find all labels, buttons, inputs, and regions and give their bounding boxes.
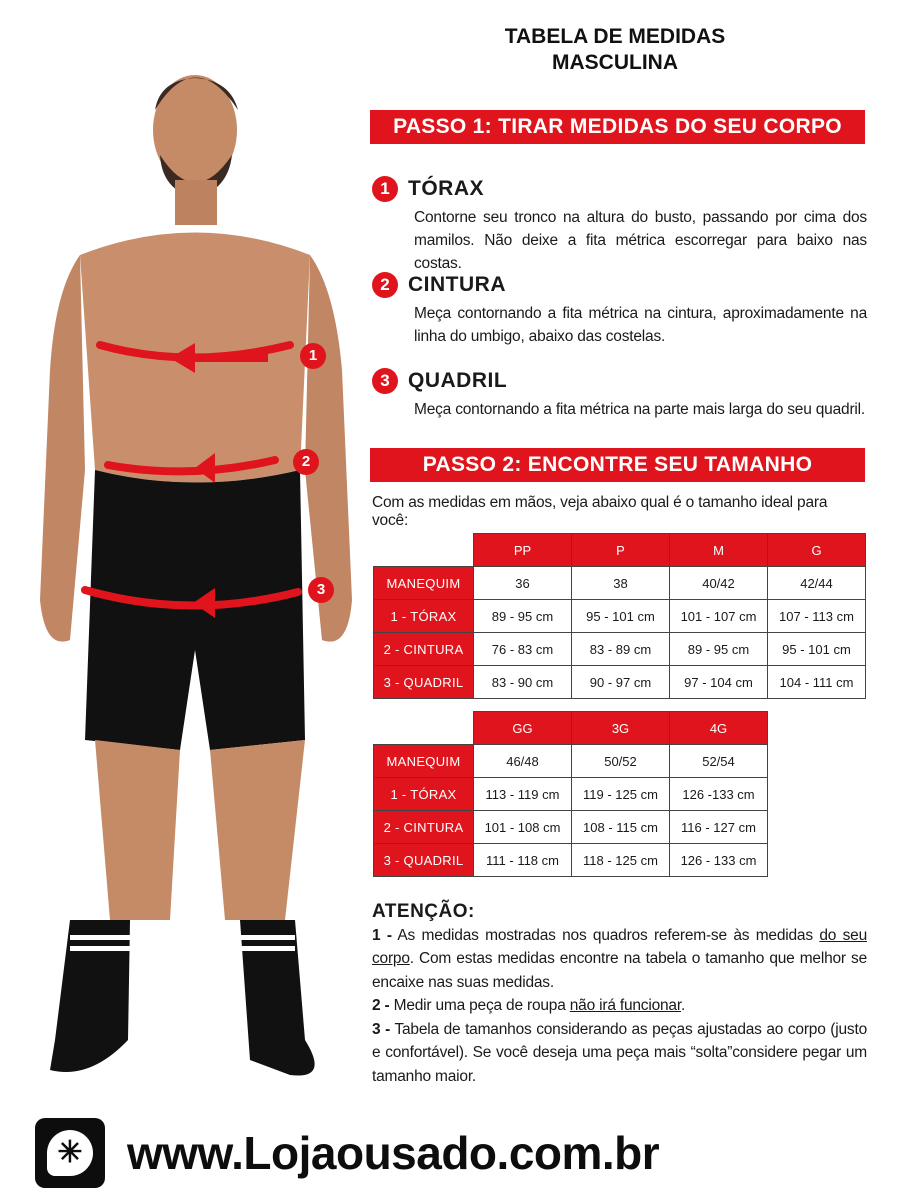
- table-row: [374, 844, 768, 877]
- attention-item-3: [372, 1018, 867, 1089]
- size-header: 4G: [670, 712, 768, 745]
- table-row: [374, 666, 866, 699]
- measure-torax: [372, 176, 867, 275]
- row-label: MANEQUIM: [374, 745, 474, 778]
- table-cell: 101 - 107 cm: [670, 600, 768, 633]
- table-cell: 95 - 101 cm: [768, 633, 866, 666]
- corner-cell: [374, 712, 474, 745]
- table-cell: 90 - 97 cm: [572, 666, 670, 699]
- size-header: 3G: [572, 712, 670, 745]
- item-number: 3 -: [372, 1020, 391, 1038]
- model-figure-illustration: [0, 40, 365, 1120]
- table-cell: 50/52: [572, 745, 670, 778]
- table-cell: 104 - 111 cm: [768, 666, 866, 699]
- row-label: 2 - CINTURA: [374, 633, 474, 666]
- table-cell: 108 - 115 cm: [572, 811, 670, 844]
- table-cell: 111 - 118 cm: [474, 844, 572, 877]
- table-cell: 116 - 127 cm: [670, 811, 768, 844]
- table-header-row: [374, 534, 866, 567]
- table-cell: 40/42: [670, 567, 768, 600]
- table-row: [374, 600, 866, 633]
- attention-item-1: [372, 924, 867, 995]
- size-table-1: [373, 533, 866, 699]
- measure-label: QUADRIL: [408, 369, 508, 392]
- row-label: 1 - TÓRAX: [374, 600, 474, 633]
- table-row: [374, 567, 866, 600]
- row-label: MANEQUIM: [374, 567, 474, 600]
- table-cell: 107 - 113 cm: [768, 600, 866, 633]
- measure-description: Contorne seu tronco na altura do busto, passando por cima dos mamilos. Não deixe a fita métrica escorregar para baixo nas costas.: [414, 209, 867, 272]
- number-badge: 1: [372, 176, 398, 202]
- item-text: As medidas mostradas nos quadros referem-se às medidas: [397, 926, 813, 944]
- table-row: [374, 811, 768, 844]
- attention-item-2: [372, 994, 867, 1018]
- corner-cell: [374, 534, 474, 567]
- table-cell: 97 - 104 cm: [670, 666, 768, 699]
- number-badge: 2: [372, 272, 398, 298]
- size-header: G: [768, 534, 866, 567]
- measure-description: Meça contornando a fita métrica na cintura, aproximadamente na linha do umbigo, abaixo das costelas.: [414, 305, 867, 345]
- store-url[interactable]: www.Lojaousado.com.br: [127, 1127, 660, 1179]
- measure-label: TÓRAX: [408, 177, 484, 200]
- size-header: GG: [474, 712, 572, 745]
- table-cell: 95 - 101 cm: [572, 600, 670, 633]
- title-line-2: MASCULINA: [552, 51, 678, 74]
- attention-heading: ATENÇÃO:: [372, 901, 475, 922]
- table-cell: 126 - 133 cm: [670, 844, 768, 877]
- step2-intro: Com as medidas em mãos, veja abaixo qual é o tamanho ideal para você:: [372, 494, 828, 529]
- table-cell: 52/54: [670, 745, 768, 778]
- item-text: .: [680, 997, 686, 1014]
- table-cell: 38: [572, 567, 670, 600]
- table-cell: 83 - 89 cm: [572, 633, 670, 666]
- row-label: 1 - TÓRAX: [374, 778, 474, 811]
- table-cell: 46/48: [474, 745, 572, 778]
- item-emphasis: não irá funcionar: [569, 997, 681, 1014]
- table-row: [374, 633, 866, 666]
- attention-section: [372, 900, 867, 1088]
- table-cell: 113 - 119 cm: [474, 778, 572, 811]
- item-emphasis: do seu corpo: [372, 926, 867, 967]
- item-text: Medir uma peça de roupa: [393, 997, 566, 1014]
- size-header: M: [670, 534, 768, 567]
- step1-header: PASSO 1: TIRAR MEDIDAS DO SEU CORPO: [370, 110, 865, 144]
- page-title: [430, 24, 800, 76]
- table-cell: 89 - 95 cm: [474, 600, 572, 633]
- step2-header: PASSO 2: ENCONTRE SEU TAMANHO: [370, 448, 865, 482]
- table-cell: 36: [474, 567, 572, 600]
- row-label: 2 - CINTURA: [374, 811, 474, 844]
- size-header: PP: [474, 534, 572, 567]
- item-text: . Com estas medidas encontre na tabela o tamanho que melhor se encaixe nas suas medidas.: [372, 950, 867, 991]
- table-cell: 89 - 95 cm: [670, 633, 768, 666]
- table-cell: 83 - 90 cm: [474, 666, 572, 699]
- marker-1: 1: [300, 343, 326, 369]
- table-cell: 42/44: [768, 567, 866, 600]
- size-header: P: [572, 534, 670, 567]
- marker-3: 3: [308, 577, 334, 603]
- row-label: 3 - QUADRIL: [374, 666, 474, 699]
- table-row: [374, 778, 768, 811]
- measure-label: CINTURA: [408, 273, 506, 296]
- table-cell: 119 - 125 cm: [572, 778, 670, 811]
- asterisk-chat-icon: ✳: [47, 1130, 93, 1176]
- number-badge: 3: [372, 368, 398, 394]
- title-line-1: TABELA DE MEDIDAS: [504, 25, 726, 48]
- row-label: 3 - QUADRIL: [374, 844, 474, 877]
- model-photo: [0, 40, 365, 1120]
- item-number: 2 -: [372, 997, 390, 1014]
- table-cell: 118 - 125 cm: [572, 844, 670, 877]
- table-row: [374, 745, 768, 778]
- marker-2: 2: [293, 449, 319, 475]
- item-text: Tabela de tamanhos considerando as peças ajustadas ao corpo (justo e confortável). Se você deseja uma peça mais “solta”considere pegar um tamanho maior.: [372, 1020, 867, 1085]
- table-cell: 76 - 83 cm: [474, 633, 572, 666]
- measure-quadril: [372, 368, 867, 421]
- footer: [35, 1118, 659, 1188]
- store-logo: [35, 1118, 105, 1188]
- measure-cintura: [372, 272, 867, 348]
- table-cell: 126 -133 cm: [670, 778, 768, 811]
- size-table-2: [373, 711, 768, 877]
- item-number: 1 -: [372, 926, 392, 944]
- table-cell: 101 - 108 cm: [474, 811, 572, 844]
- measure-description: Meça contornando a fita métrica na parte mais larga do seu quadril.: [414, 401, 865, 418]
- table-header-row: [374, 712, 768, 745]
